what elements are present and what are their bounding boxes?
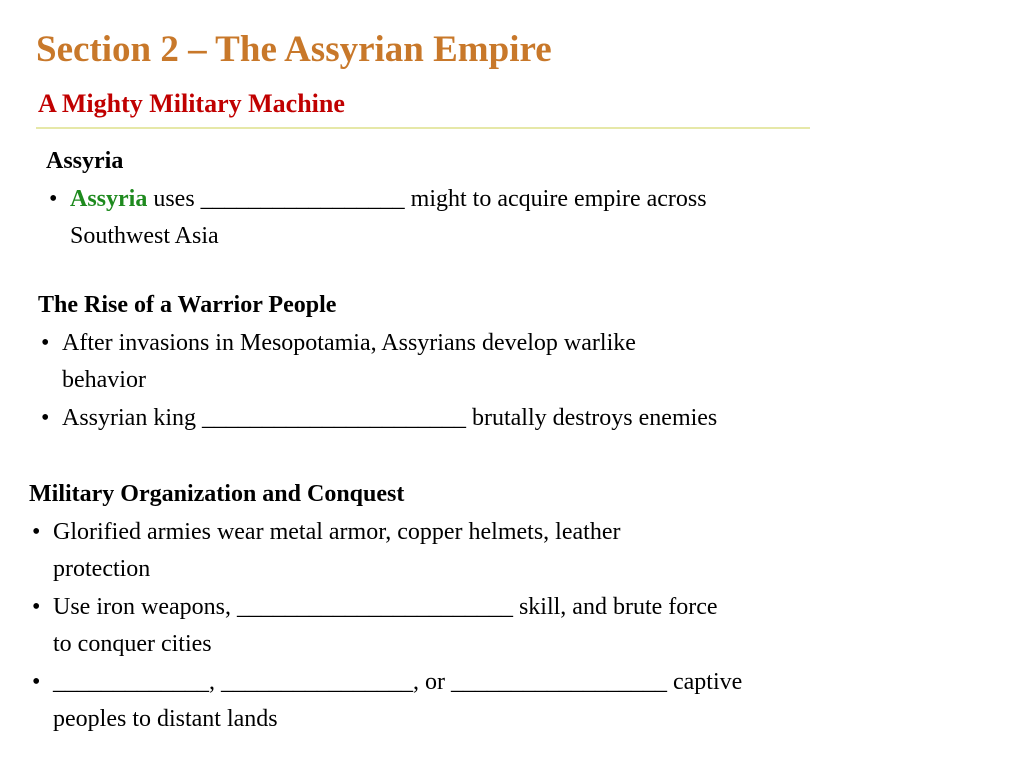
section-rise-of-warrior-people bbox=[38, 287, 918, 437]
bullet-item bbox=[38, 400, 918, 438]
bullet-line bbox=[70, 181, 926, 219]
bullet-continuation: protection bbox=[53, 556, 151, 582]
bullet-item bbox=[29, 514, 969, 589]
bullet-line: Assyrian king ______________________ brutally destroys enemies bbox=[62, 404, 718, 431]
bullet-continuation: to conquer cities bbox=[53, 631, 212, 657]
bullet-line: After invasions in Mesopotamia, Assyrians develop warlike bbox=[62, 329, 636, 356]
section-heading-military: Military Organization and Conquest bbox=[29, 481, 405, 507]
bullet-continuation: peoples to distant lands bbox=[53, 706, 278, 732]
title-divider bbox=[36, 127, 810, 129]
bullet-line: _____________, ________________, or __________________ captive bbox=[53, 668, 743, 695]
bullet-icon: • bbox=[41, 329, 50, 356]
bullet-icon: • bbox=[32, 518, 41, 545]
bullet-icon: • bbox=[41, 404, 50, 431]
section-heading-assyria: Assyria bbox=[46, 148, 124, 174]
bullet-icon: • bbox=[32, 593, 41, 620]
bullet-continuation: Southwest Asia bbox=[70, 223, 219, 249]
section-military-organization bbox=[29, 476, 969, 739]
bullet-line: Glorified armies wear metal armor, copper helmets, leather bbox=[53, 518, 621, 545]
bullet-item bbox=[29, 589, 969, 664]
slide-subtitle: A Mighty Military Machine bbox=[38, 89, 345, 118]
slide-title: Section 2 – The Assyrian Empire bbox=[36, 29, 552, 70]
bullet-line: Use iron weapons, _______________________ skill, and brute force bbox=[53, 593, 718, 620]
bullet-continuation: behavior bbox=[62, 367, 146, 393]
bullet-item bbox=[46, 181, 926, 256]
bullet-text: uses _________________ might to acquire empire across bbox=[147, 185, 707, 212]
bullet-icon: • bbox=[32, 668, 41, 695]
section-heading-rise: The Rise of a Warrior People bbox=[38, 292, 337, 318]
section-assyria bbox=[46, 143, 926, 256]
bullet-item bbox=[38, 325, 918, 400]
bullet-item bbox=[29, 664, 969, 739]
bullet-icon: • bbox=[49, 185, 58, 212]
highlight-term: Assyria bbox=[70, 185, 148, 212]
